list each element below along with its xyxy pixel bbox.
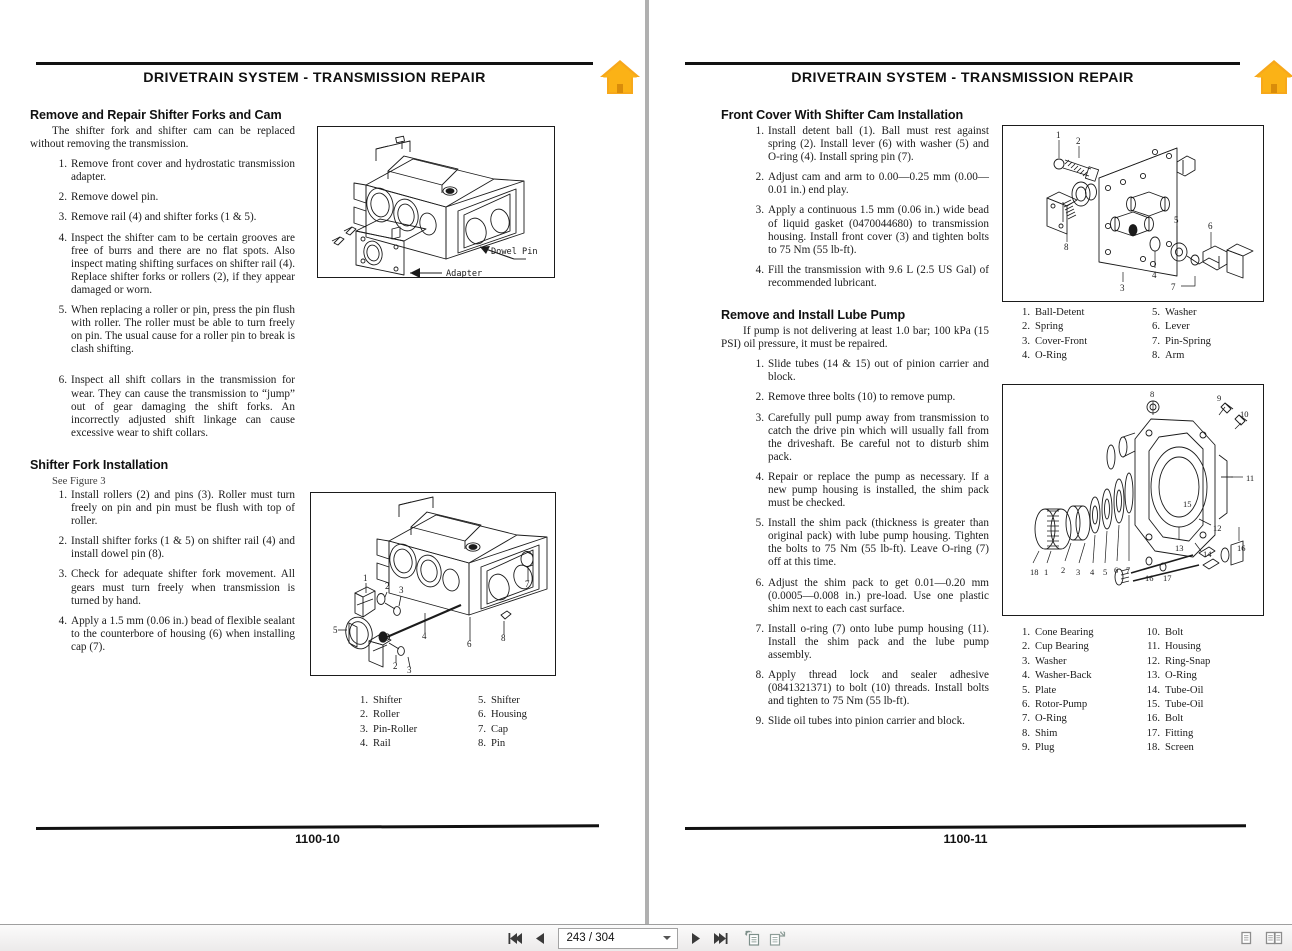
last-page-button[interactable] (708, 927, 732, 949)
header-rule (685, 62, 1240, 65)
svg-text:8: 8 (1150, 389, 1155, 399)
legend-item (1014, 349, 1087, 363)
figure-drawing (318, 127, 554, 277)
step-item: Install detent ball (1). Ball must rest against spring (2). Install lever (6) with washer (5) and O-ring (4). Install spring pin (7). (768, 125, 989, 164)
legend-label: Tube-Oil (1165, 684, 1204, 696)
page-number: 1100-11 (943, 832, 988, 846)
legend-item (1144, 727, 1210, 741)
step-item: Apply a 1.5 mm (0.06 in.) bead of flexible sealant to the counterbore of housing (6) when installing cap (7). (71, 614, 295, 653)
step-item: Check for adequate shifter fork movement. All gears must turn freely when transmission is turned by hand. (71, 568, 295, 607)
figure-drawing (1003, 385, 1263, 615)
section-lead: The shifter fork and shifter cam can be replaced without removing the transmission. (30, 125, 295, 151)
legend-label: O-Ring (1165, 670, 1197, 682)
fit-page-button[interactable] (741, 927, 765, 949)
legend-number: 3. (1022, 335, 1030, 347)
legend-item (1144, 669, 1210, 683)
legend-item (1014, 741, 1094, 755)
legend-item (352, 708, 417, 722)
figure-drawing (1003, 126, 1263, 301)
legend-number: 2. (1022, 641, 1030, 653)
svg-text:4: 4 (1090, 567, 1095, 577)
step-item: Remove rail (4) and shifter forks (1 & 5). (71, 211, 257, 224)
svg-text:5: 5 (1103, 567, 1108, 577)
legend-label: O-Ring (1035, 350, 1067, 362)
legend-number: 7. (1152, 335, 1160, 347)
legend-item (1014, 727, 1094, 741)
step-list (749, 358, 989, 728)
step-item: Install the shim pack (thickness is greater than original pack) with lube pump housing. Tighten the bolts to 75 Nm (55 lb-ft). Leave O-ring (7) off at this time. (768, 517, 989, 569)
step-item: Install rollers (2) and pins (3). Roller must turn freely on pin and pin must be flush with top of roller. (71, 488, 295, 528)
svg-text:3: 3 (399, 585, 404, 595)
legend-label: Ring-Snap (1165, 655, 1211, 667)
figure-legend (1014, 306, 1244, 366)
step-list (749, 125, 989, 290)
navigation-controls (0, 925, 1292, 951)
single-page-view-button[interactable] (1234, 927, 1258, 949)
legend-number: 15. (1146, 699, 1160, 711)
legend-item (1144, 655, 1210, 669)
svg-text:2: 2 (385, 581, 390, 591)
front-cover-shifter-cam-figure (1002, 125, 1264, 302)
step-item: Adjust cam and arm to 0.00—0.25 mm (0.00—0.01 in.) end play. (768, 171, 989, 197)
legend-item (1014, 698, 1094, 712)
legend-label: Lever (1165, 321, 1190, 333)
transmission-housing-adapter-figure (317, 126, 555, 278)
legend-label: Cap (491, 723, 509, 735)
previous-page-button[interactable] (528, 927, 552, 949)
legend-number: 13. (1146, 670, 1160, 682)
legend-label: Ball-Detent (1035, 307, 1085, 318)
home-icon[interactable] (1252, 57, 1292, 97)
step-item: When replacing a roller or pin, press the pin flush with roller. The roller must be able to turn freely on pin. The usual cause for a roller pin to break is clash shifting. (71, 304, 295, 356)
legend-label: Roller (373, 709, 400, 721)
figure-legend (352, 694, 552, 754)
page-header-left (36, 70, 593, 96)
legend-label: Pin-Spring (1165, 335, 1211, 347)
legend-number: 7. (478, 723, 486, 735)
legend-label: Bolt (1165, 713, 1184, 725)
legend-item (1144, 684, 1210, 698)
legend-label: Rail (373, 738, 391, 750)
step-item: Apply thread lock and sealer adhesive (0841321371) to bolt (10) threads. Install bolts and tighten to 75 Nm (55 lb-ft). (768, 669, 989, 708)
legend-number: 5. (1022, 684, 1030, 696)
legend-number: 4. (360, 738, 368, 750)
section-title: Remove and Repair Shifter Forks and Cam (30, 108, 282, 122)
legend-label: Housing (491, 709, 527, 721)
step-item: Carefully pull pump away from transmission to catch the drive pin which will usually fall from the driveshaft. Be careful not to disturb shim pack. (768, 411, 989, 463)
figure-drawing (311, 493, 555, 675)
legend-label: Pin-Roller (373, 723, 418, 735)
legend-item (1144, 698, 1210, 712)
svg-text:9: 9 (1217, 393, 1222, 403)
svg-text:16: 16 (1145, 573, 1154, 583)
svg-text:8: 8 (501, 633, 506, 643)
step-item: Inspect all shift collars in the transmission for wear. They can cause the transmission to “jump” out of gear damaging the shift forks. An incorrectly adjusted shift linkage can cause excessive wear to shift collars. (71, 374, 295, 439)
fit-width-button[interactable] (765, 927, 789, 949)
legend-label: Cover-Front (1035, 335, 1088, 347)
page-header-title: DRIVETRAIN SYSTEM - TRANSMISSION REPAIR (143, 70, 486, 86)
header-rule (36, 62, 593, 65)
view-mode-controls (1234, 925, 1286, 951)
legend-label: Shim (1035, 727, 1058, 739)
svg-text:Adapter: Adapter (446, 269, 483, 277)
lube-pump-exploded-figure (1002, 384, 1264, 616)
svg-text:1: 1 (363, 573, 368, 583)
step-item: Slide tubes (14 & 15) out of pinion carrier and block. (768, 358, 989, 384)
svg-text:7: 7 (525, 579, 530, 589)
legend-item (1014, 306, 1087, 320)
legend-item (1144, 306, 1211, 320)
legend-label: Tube-Oil (1165, 699, 1204, 711)
page-number: 1100-10 (295, 832, 340, 846)
legend-label: Cone Bearing (1035, 627, 1094, 638)
legend-label: Washer-Back (1035, 670, 1092, 682)
svg-text:1: 1 (1056, 130, 1061, 140)
page-footer-right (685, 827, 1246, 847)
continuous-view-button[interactable] (1262, 927, 1286, 949)
step-item: Remove three bolts (10) to remove pump. (768, 391, 956, 404)
legend-number: 16. (1146, 713, 1160, 725)
svg-text:6: 6 (1208, 221, 1213, 231)
step-item: Remove front cover and hydrostatic transmission adapter. (71, 158, 295, 184)
step-item: Fill the transmission with 9.6 L (2.5 US Gal) of recommended lubricant. (768, 263, 989, 289)
legend-label: Washer (1035, 655, 1067, 667)
legend-item (1144, 320, 1211, 334)
legend-label: Rotor-Pump (1035, 699, 1088, 711)
legend-item (1144, 335, 1211, 349)
legend-number: 3. (1022, 655, 1030, 667)
legend-label: Washer (1165, 307, 1197, 318)
figure-reference: See Figure 3 (52, 475, 106, 487)
first-page-button[interactable] (504, 927, 528, 949)
legend-column-right (470, 694, 527, 752)
svg-text:5: 5 (1174, 215, 1179, 225)
legend-item (1014, 640, 1094, 654)
next-page-button[interactable] (684, 927, 708, 949)
step-item: Repair or replace the pump as necessary. If a new pump housing is installed, the shim pack must be checked. (768, 470, 989, 510)
page-footer-left (36, 827, 599, 847)
svg-text:18: 18 (1030, 567, 1039, 577)
section-lead: If pump is not delivering at least 1.0 bar; 100 kPa (15 PSI) oil pressure, it must be repaired. (721, 325, 989, 351)
legend-number: 1. (1022, 307, 1030, 318)
page-header-right (685, 70, 1240, 96)
svg-text:15: 15 (1183, 499, 1192, 509)
svg-text:2: 2 (393, 661, 398, 671)
page-number-input[interactable] (558, 928, 678, 949)
svg-text:7: 7 (1126, 565, 1131, 575)
legend-item (1014, 684, 1094, 698)
svg-text:7: 7 (1171, 282, 1176, 292)
legend-number: 1. (1022, 627, 1030, 638)
legend-item (1014, 712, 1094, 726)
legend-number: 12. (1146, 655, 1160, 667)
footer-rule (36, 824, 599, 829)
legend-label: O-Ring (1035, 713, 1067, 725)
legend-label: Screen (1165, 742, 1194, 754)
svg-text:6: 6 (1114, 565, 1119, 575)
legend-number: 7. (1022, 713, 1030, 725)
svg-text:2: 2 (1076, 136, 1081, 146)
svg-text:2: 2 (1061, 565, 1066, 575)
step-item: Adjust the shim pack to get 0.01—0.20 mm (0.0005—0.008 in.) pre-load. Use one plastic shim next to each cast surface. (768, 576, 989, 615)
legend-number: 9. (1022, 742, 1030, 754)
page-header-title: DRIVETRAIN SYSTEM - TRANSMISSION REPAIR (791, 70, 1134, 86)
svg-text:13: 13 (1175, 543, 1184, 553)
figure-legend (1014, 626, 1254, 766)
chevron-down-icon[interactable] (663, 936, 671, 940)
svg-text:3: 3 (407, 665, 412, 675)
legend-item (1014, 655, 1094, 669)
legend-label: Shifter (373, 695, 402, 706)
legend-label: Arm (1165, 350, 1185, 362)
home-icon[interactable] (598, 57, 642, 97)
legend-item (1014, 320, 1087, 334)
svg-text:17: 17 (1163, 573, 1172, 583)
legend-item (1014, 669, 1094, 683)
legend-item (1014, 335, 1087, 349)
step-item: Install shifter forks (1 & 5) on shifter rail (4) and install dowel pin (8). (71, 535, 295, 561)
legend-number: 4. (1022, 350, 1030, 362)
legend-column-left (1014, 306, 1087, 364)
legend-number: 10. (1146, 627, 1160, 638)
legend-number: 8. (1152, 350, 1160, 362)
step-item: Install o-ring (7) onto lube pump housing (11). Install the shim pack and the lube pump assembly. (768, 622, 989, 661)
legend-column-right (1144, 306, 1211, 364)
legend-label: Plug (1035, 742, 1055, 754)
legend-number: 6. (1152, 321, 1160, 333)
step-item: Inspect the shifter cam to be certain grooves are free of burrs and there are no flat spots. Also inspect mating shifting surfaces on shifter rail (4). Replace shifter forks or rollers (2), if they appear damaged or worn. (71, 231, 295, 296)
legend-number: 18. (1146, 742, 1160, 754)
section-title: Remove and Install Lube Pump (721, 308, 906, 323)
legend-item (1144, 712, 1210, 726)
step-item: Slide oil tubes into pinion carrier and block. (768, 715, 965, 728)
svg-text:8: 8 (1064, 242, 1069, 252)
right-page-text-column (721, 108, 989, 735)
legend-item (1014, 626, 1094, 640)
legend-number: 11. (1147, 641, 1160, 653)
document-page-left[interactable] (0, 0, 645, 925)
legend-number: 8. (478, 738, 486, 750)
legend-number: 6. (1022, 699, 1030, 711)
legend-item (1144, 349, 1211, 363)
legend-number: 14. (1146, 684, 1160, 696)
legend-label: Fitting (1165, 727, 1194, 739)
legend-number: 4. (1022, 670, 1030, 682)
legend-number: 2. (1022, 321, 1030, 333)
svg-text:6: 6 (467, 639, 472, 649)
document-page-right[interactable] (649, 0, 1292, 925)
legend-column-left (1014, 626, 1094, 756)
svg-text:10: 10 (1240, 409, 1249, 419)
svg-text:4: 4 (1152, 270, 1157, 280)
legend-item (1144, 741, 1210, 755)
left-page-text-column (30, 108, 295, 661)
legend-label: Pin (491, 738, 506, 750)
step-list (52, 158, 295, 440)
legend-number: 5. (478, 695, 486, 706)
step-list (52, 489, 295, 654)
legend-number: 2. (360, 709, 368, 721)
legend-number: 8. (1022, 727, 1030, 739)
legend-item (470, 723, 527, 737)
legend-label: Plate (1035, 684, 1057, 696)
legend-label: Shifter (491, 695, 520, 706)
svg-text:16: 16 (1237, 543, 1246, 553)
legend-label: Bolt (1165, 627, 1184, 638)
legend-column-right (1144, 626, 1210, 756)
legend-column-left (352, 694, 417, 752)
shifter-fork-exploded-figure (310, 492, 556, 676)
svg-text:11: 11 (1246, 473, 1255, 483)
viewer-toolbar (0, 924, 1292, 951)
legend-number: 17. (1146, 727, 1160, 739)
legend-number: 6. (478, 709, 486, 721)
legend-item (470, 694, 527, 708)
step-item: Apply a continuous 1.5 mm (0.06 in.) wide bead of liquid gasket (0470044680) to transmission housing. Install front cover (3) and tighten bolts to 75 Nm (55 lb-ft). (768, 204, 989, 256)
legend-item (352, 723, 417, 737)
svg-text:3: 3 (1120, 283, 1125, 293)
svg-text:Dowel Pin: Dowel Pin (491, 247, 538, 257)
section-title: Shifter Fork Installation (30, 457, 169, 472)
section-title: Front Cover With Shifter Cam Installation (721, 108, 964, 122)
legend-item (470, 708, 527, 722)
legend-item (352, 694, 417, 708)
svg-text:14: 14 (1203, 549, 1212, 559)
legend-label: Spring (1035, 321, 1064, 333)
legend-label: Housing (1165, 641, 1201, 653)
legend-label: Cup Bearing (1035, 641, 1089, 653)
page-indicator-value: 243 / 304 (566, 932, 615, 944)
legend-item (1144, 626, 1210, 640)
legend-number: 3. (360, 723, 368, 735)
svg-text:3: 3 (1076, 567, 1081, 577)
svg-text:1: 1 (1044, 567, 1049, 577)
svg-text:4: 4 (422, 631, 427, 641)
svg-text:12: 12 (1213, 523, 1222, 533)
footer-rule (685, 824, 1246, 829)
legend-item (470, 737, 527, 751)
step-item: Remove dowel pin. (71, 191, 159, 204)
legend-number: 1. (360, 695, 368, 706)
legend-item (1144, 640, 1210, 654)
legend-item (352, 737, 417, 751)
legend-number: 5. (1152, 307, 1160, 318)
svg-text:5: 5 (333, 625, 338, 635)
